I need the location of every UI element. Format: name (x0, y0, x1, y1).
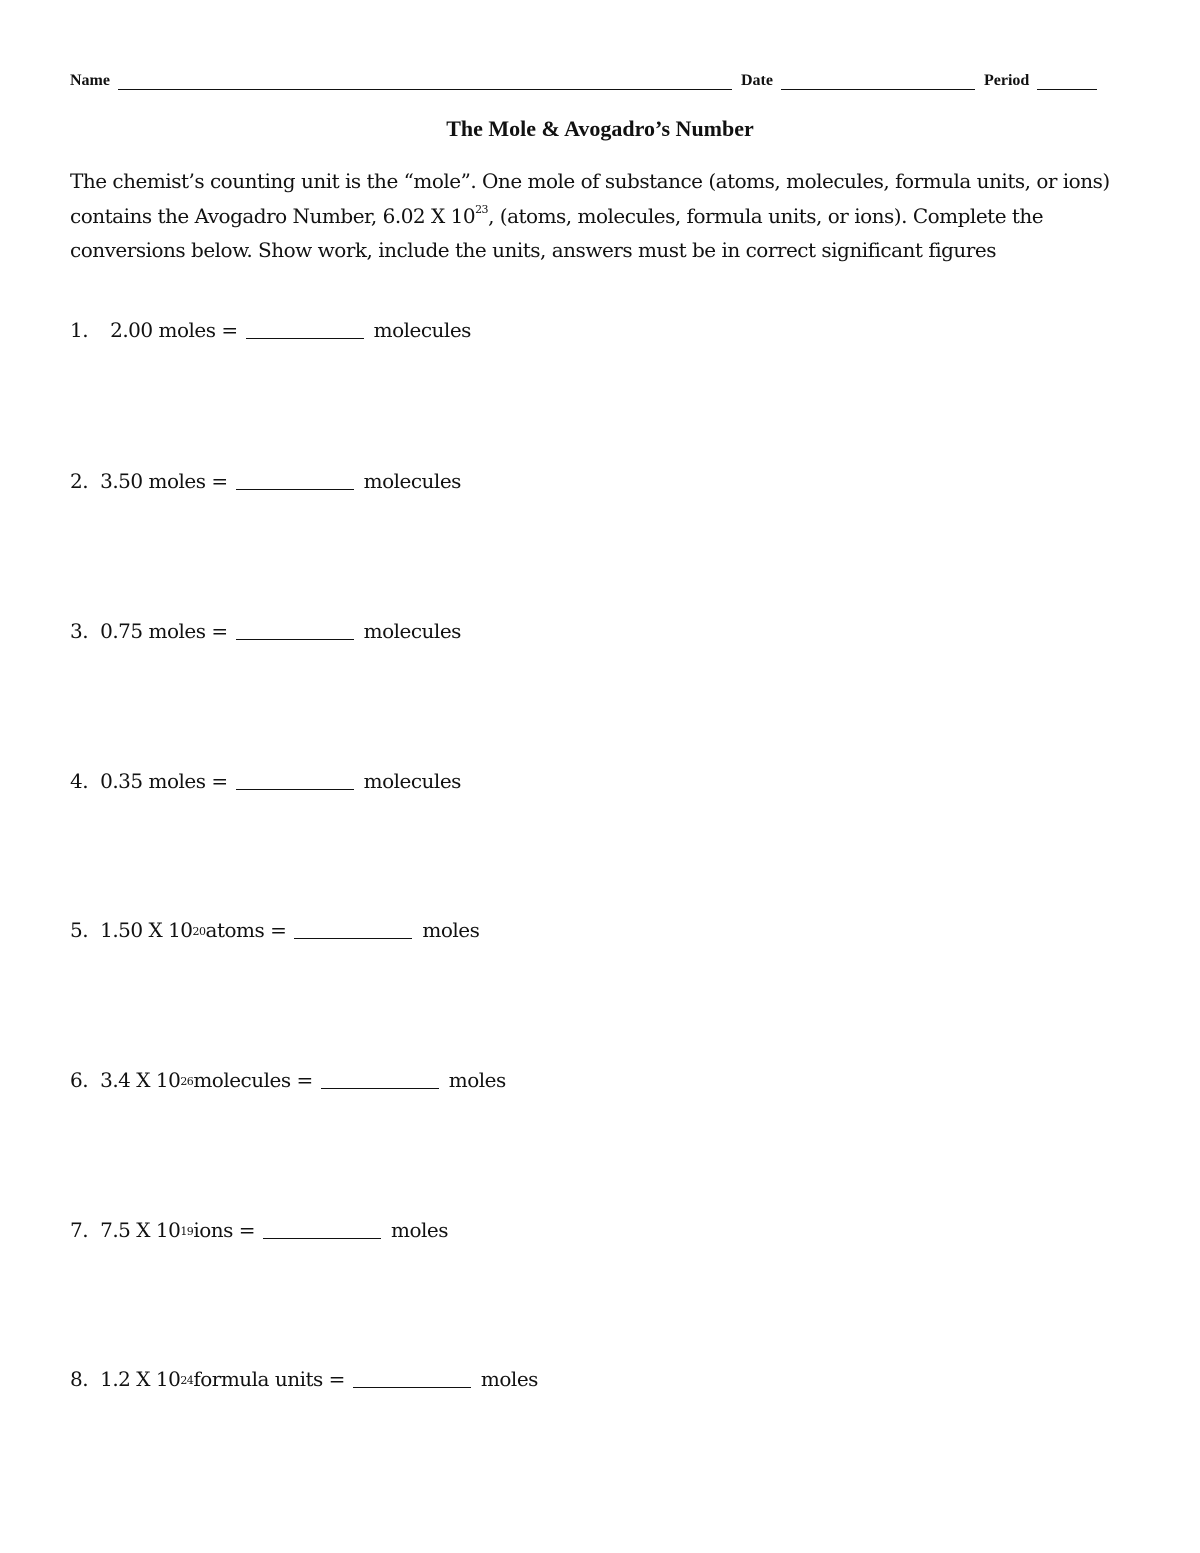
question-5: 5. 1.50 X 10 $^{20}$ atoms = moles (70, 918, 480, 942)
question-prompt-base: 3.4 X 10 (100, 1068, 181, 1092)
question-number: 8. (70, 1367, 89, 1391)
instructions-text-part1: The chemist’s counting unit is the “mole”. One mole of substance (atoms, molecules, formula units, or ions) contains the Avogadro Number, 6.02 X 10 (70, 169, 1110, 228)
answer-unit: moles (448, 1068, 506, 1092)
answer-unit: molecules (373, 318, 471, 342)
answer-blank[interactable] (236, 623, 354, 640)
question-prompt-base: 7.5 X 10 (100, 1218, 181, 1242)
question-prompt-rest: molecules = (193, 1068, 313, 1092)
answer-blank[interactable] (294, 922, 412, 939)
question-2 (70, 469, 461, 493)
answer-unit: moles (480, 1367, 538, 1391)
answer-unit: molecules (363, 619, 461, 643)
question-1 (70, 318, 471, 342)
answer-unit: molecules (363, 769, 461, 793)
answer-blank[interactable] (246, 322, 364, 339)
name-label: Name (70, 72, 110, 89)
answer-blank[interactable] (236, 473, 354, 490)
answer-blank[interactable] (236, 773, 354, 790)
period-label: Period (983, 72, 1030, 89)
question-number: 7. (70, 1218, 89, 1242)
question-8: 8. 1.2 X 10 $^{24}$ formula units = moles (70, 1367, 538, 1391)
question-number: 3. (70, 619, 89, 643)
question-prompt-rest: formula units = (193, 1367, 345, 1391)
answer-unit: moles (391, 1218, 449, 1242)
date-field[interactable] (781, 75, 975, 90)
answer-unit: moles (422, 918, 480, 942)
page-title: The Mole & Avogadro’s Number (446, 116, 754, 141)
date-label: Date (740, 72, 773, 89)
answer-unit: molecules (363, 469, 461, 493)
instructions-paragraph (70, 164, 1130, 268)
question-number: 2. (70, 469, 89, 493)
question-7: 7. 7.5 X 10 $^{19}$ ions = moles (70, 1218, 449, 1242)
question-prompt-base: 1.2 X 10 (100, 1367, 181, 1391)
question-number: 5. (70, 918, 89, 942)
question-prompt: 3.50 moles = (100, 469, 228, 493)
period-field[interactable] (1037, 75, 1097, 90)
question-prompt-rest: ions = (193, 1218, 256, 1242)
question-prompt: 0.75 moles = (100, 619, 228, 643)
answer-blank[interactable] (321, 1072, 439, 1089)
question-number: 1. (70, 318, 89, 342)
question-6: 6. 3.4 X 10 $^{26}$ molecules = moles (70, 1068, 506, 1092)
question-3 (70, 619, 461, 643)
question-prompt-rest: atoms = (205, 918, 287, 942)
instructions-text-part2: , (atoms, molecules, formula units, or ions). Complete the conversions below. Show work, include the units, answers must be in correct significant figures (70, 203, 1044, 262)
answer-blank[interactable] (353, 1371, 471, 1388)
question-prompt-base: 1.50 X 10 (100, 918, 193, 942)
question-prompt: 2.00 moles = (110, 318, 238, 342)
name-field[interactable] (118, 75, 732, 90)
student-info-header (70, 72, 1128, 90)
answer-blank[interactable] (263, 1222, 381, 1239)
question-number: 4. (70, 769, 89, 793)
question-4 (70, 769, 461, 793)
avogadro-exponent: 23 (475, 202, 489, 216)
question-number: 6. (70, 1068, 89, 1092)
question-prompt: 0.35 moles = (100, 769, 228, 793)
